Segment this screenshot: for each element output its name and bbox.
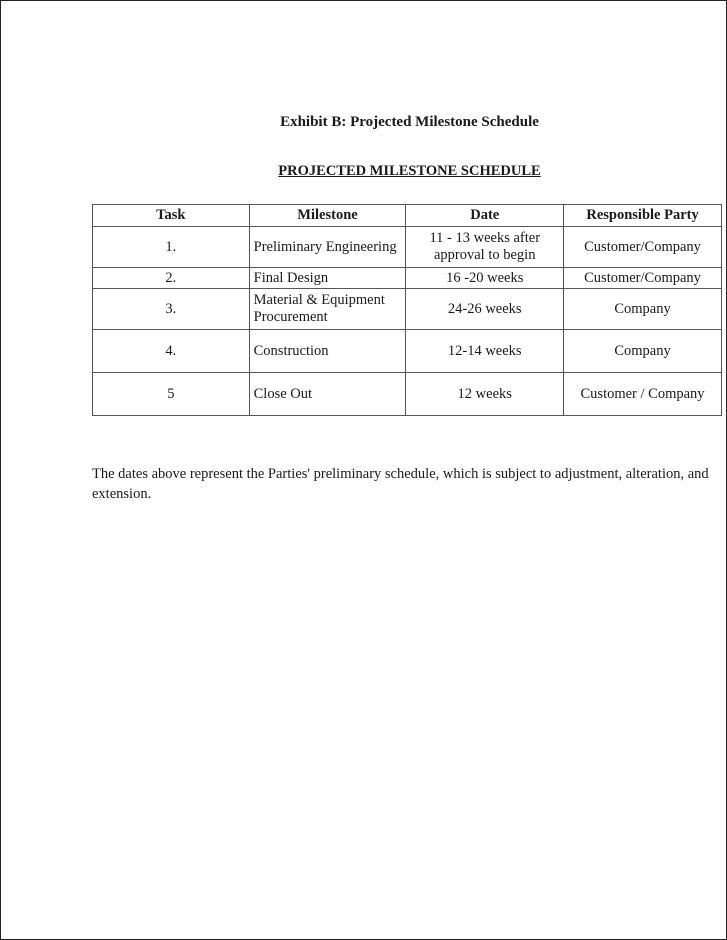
party-cell: Company: [564, 289, 722, 330]
milestone-cell: Final Design: [249, 268, 406, 289]
task-cell: 1.: [93, 227, 250, 268]
task-cell: 5: [93, 373, 250, 416]
milestone-cell: Construction: [249, 330, 406, 373]
date-cell: 16 -20 weeks: [406, 268, 564, 289]
schedule-footnote: The dates above represent the Parties' preliminary schedule, which is subject to adjustment, alteration, and extension.: [92, 466, 709, 502]
table-header-row: [93, 205, 722, 227]
date-cell: 12 weeks: [406, 373, 564, 416]
task-cell: 3.: [93, 289, 250, 330]
milestone-cell: Preliminary Engineering: [249, 227, 406, 268]
table-row: [93, 227, 722, 268]
party-cell: Customer/Company: [564, 227, 722, 268]
milestone-cell: Material & Equipment Procurement: [249, 289, 406, 330]
date-cell: 24-26 weeks: [406, 289, 564, 330]
task-cell: 4.: [93, 330, 250, 373]
party-cell: Company: [564, 330, 722, 373]
table-row: [93, 289, 722, 330]
schedule-title: PROJECTED MILESTONE SCHEDULE: [278, 163, 541, 179]
task-cell: 2.: [93, 268, 250, 289]
exhibit-title: Exhibit B: Projected Milestone Schedule: [280, 114, 539, 130]
table-row: [93, 330, 722, 373]
header-milestone: Milestone: [249, 205, 406, 227]
header-responsible-party: Responsible Party: [564, 205, 722, 227]
party-cell: Customer / Company: [564, 373, 722, 416]
party-cell: Customer/Company: [564, 268, 722, 289]
table-row: [93, 268, 722, 289]
header-date: Date: [406, 205, 564, 227]
header-task: Task: [93, 205, 250, 227]
date-cell: 12-14 weeks: [406, 330, 564, 373]
table-row: [93, 373, 722, 416]
date-cell: 11 - 13 weeks after approval to begin: [406, 227, 564, 268]
milestone-table: [92, 204, 722, 416]
milestone-cell: Close Out: [249, 373, 406, 416]
